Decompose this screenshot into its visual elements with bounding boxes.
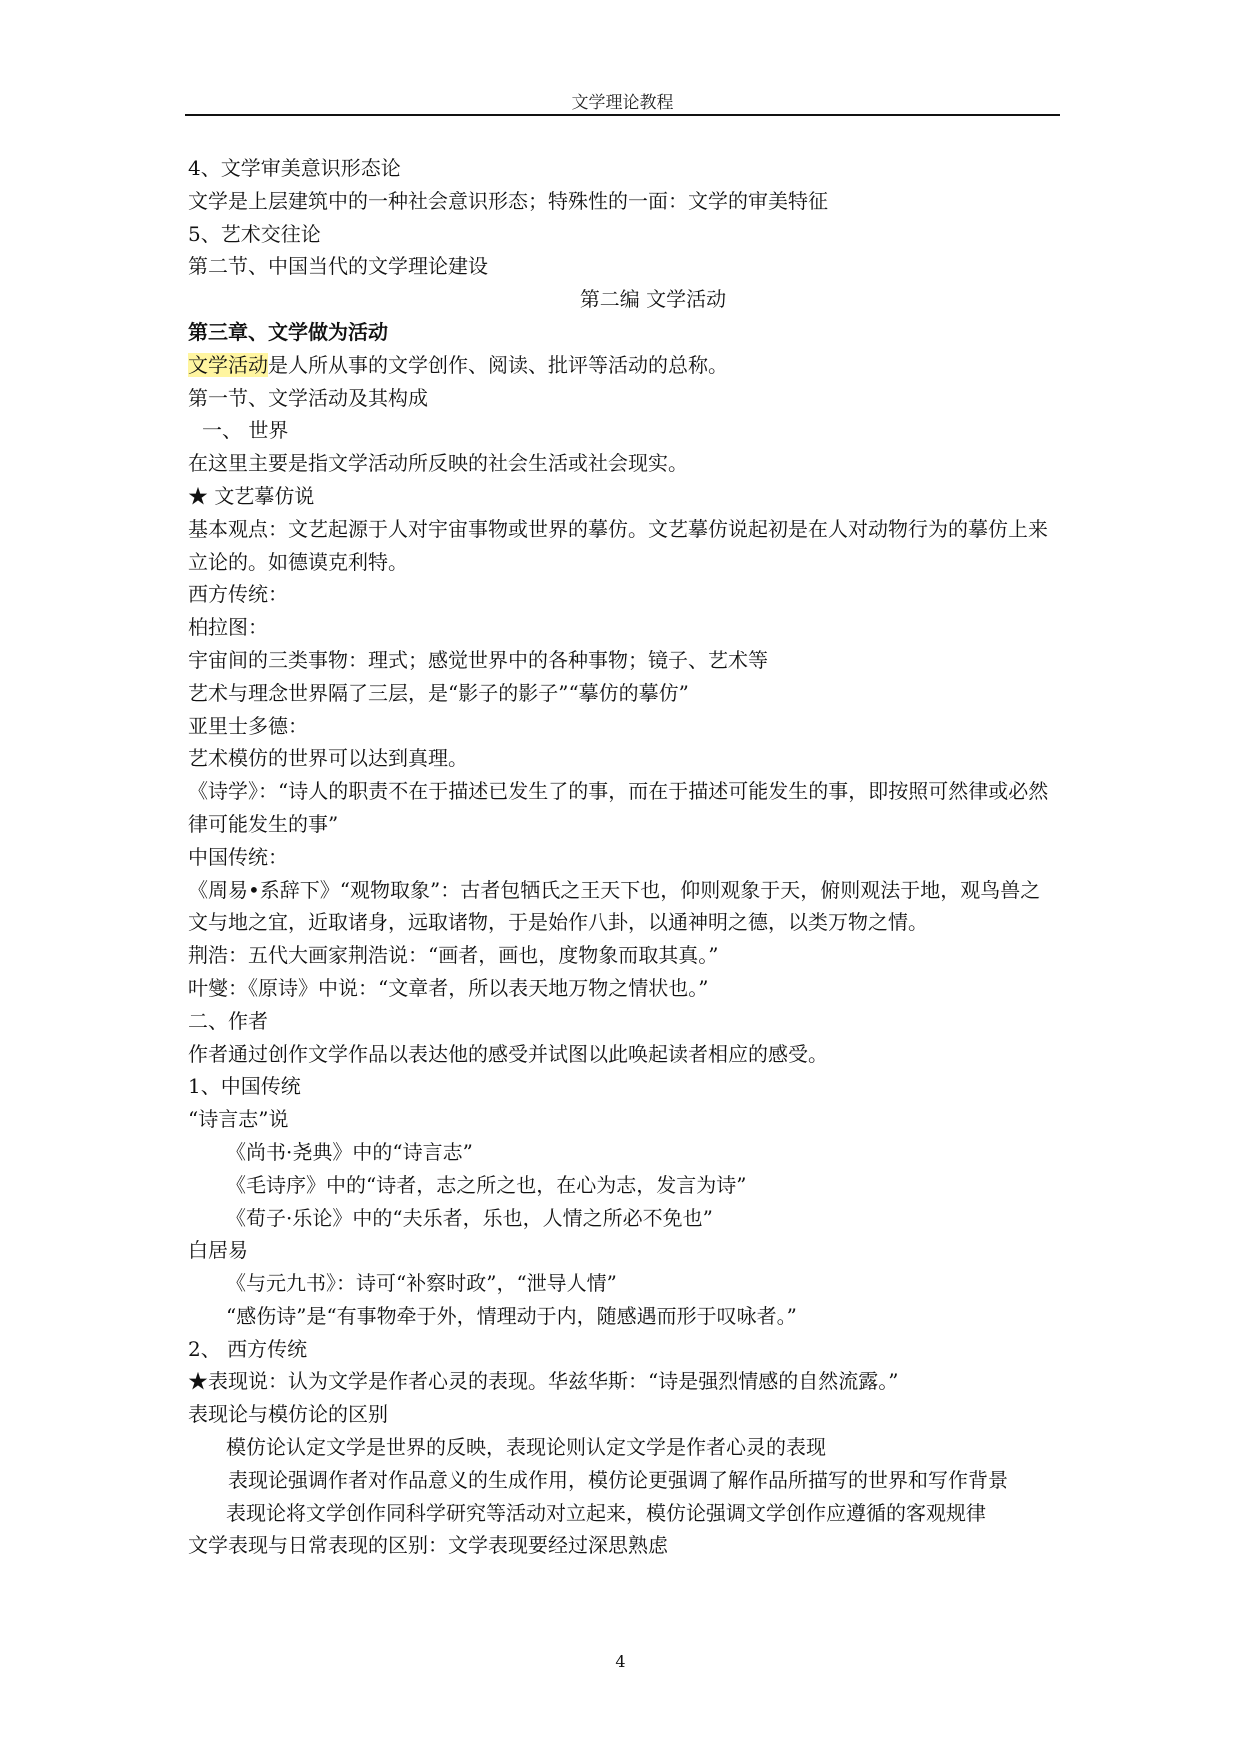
header-rule [185, 114, 1060, 116]
running-header: 文学理论教程 [571, 93, 674, 113]
quote-item: 《与元九书》：诗可“补察时政”，“泄导人情” [226, 1271, 617, 1296]
quote-item: 《尚书·尧典》中的“诗言志” [226, 1139, 473, 1164]
starred-paragraph: ★表现说：认为文学是作者心灵的表现。华兹华斯：“诗是强烈情感的自然流露。” [188, 1369, 899, 1394]
section-heading: 第二节、中国当代的文学理论建设 [188, 254, 488, 279]
paragraph: 亚里士多德： [188, 713, 308, 738]
starred-heading: ★ 文艺摹仿说 [188, 483, 315, 508]
chapter-title: 第三章、文学做为活动 [188, 319, 388, 344]
paragraph: 艺术模仿的世界可以达到真理。 [188, 746, 468, 771]
paragraph: 作者通过创作文学作品以表达他的感受并试图以此唤起读者相应的感受。 [188, 1041, 828, 1066]
paragraph: 柏拉图： [188, 615, 268, 640]
comparison-item: 表现论将文学创作同科学研究等活动对立起来，模仿论强调文学创作应遵循的客观规律 [226, 1500, 986, 1525]
section-heading: 第一节、文学活动及其构成 [188, 385, 428, 410]
part-title: 第二编 文学活动 [579, 287, 727, 312]
paragraph: 荆浩：五代大画家荆浩说：“画者，画也，度物象而取其真。” [188, 943, 719, 968]
paragraph: 表现论与模仿论的区别 [188, 1402, 388, 1427]
subsection-heading: 一、 世界 [202, 418, 289, 443]
paragraph: 在这里主要是指文学活动所反映的社会生活或社会现实。 [188, 451, 688, 476]
paragraph: 宇宙间的三类事物：理式；感觉世界中的各种事物；镜子、艺术等 [188, 647, 768, 672]
paragraph: 叶燮：《原诗》中说：“文章者，所以表天地万物之情状也。” [188, 975, 709, 1000]
paragraph: 基本观点：文艺起源于人对宇宙事物或世界的摹仿。文艺摹仿说起初是在人对动物行为的摹仿上来立论的。如德谟克利特。 [188, 516, 1048, 574]
paragraph: 文学表现与日常表现的区别：文学表现要经过深思熟虑 [188, 1533, 668, 1558]
page-number: 4 [615, 1652, 626, 1671]
paragraph: 西方传统： [188, 582, 288, 607]
highlighted-term: 文学活动 [188, 352, 268, 377]
page-body [188, 152, 1058, 1562]
paragraph: 1、中国传统 [188, 1074, 301, 1099]
paragraph: 《周易•系辞下》“观物取象”：古者包牺氏之王天下也，仰则观象于天，俯则观法于地，观鸟兽之文与地之宜，近取诸身，远取诸物，于是始作八卦，以通神明之德，以类万物之情。 [188, 877, 1041, 935]
paragraph: 《诗学》：“诗人的职责不在于描述已发生了的事，而在于描述可能发生的事，即按照可然律或必然律可能发生的事” [188, 779, 1049, 836]
paragraph: 2、 西方传统 [188, 1336, 308, 1361]
definition-paragraph [188, 349, 1058, 382]
paragraph: 艺术与理念世界隔了三层，是“影子的影子”“摹仿的摹仿” [188, 680, 689, 705]
paragraph: 中国传统： [188, 844, 288, 869]
paragraph: 文学是上层建筑中的一种社会意识形态；特殊性的一面：文学的审美特征 [188, 188, 828, 213]
paragraph: “诗言志”说 [188, 1107, 289, 1132]
subsection-heading: 二、作者 [188, 1008, 268, 1033]
section-heading: 5、艺术交往论 [188, 221, 321, 246]
quote-item: 《毛诗序》中的“诗者，志之所之也，在心为志，发言为诗” [226, 1172, 747, 1197]
quote-item: “感伤诗”是“有事物牵于外，情理动于内，随感遇而形于叹咏者。” [226, 1303, 797, 1328]
definition-text: 是人所从事的文学创作、阅读、批评等活动的总称。 [268, 352, 728, 377]
comparison-item: 表现论强调作者对作品意义的生成作用，模仿论更强调了解作品所描写的世界和写作背景 [228, 1467, 1008, 1492]
section-heading: 4、文学审美意识形态论 [188, 156, 401, 180]
quote-item: 《荀子·乐论》中的“夫乐者，乐也，人情之所必不免也” [226, 1205, 713, 1230]
paragraph: 白居易 [188, 1238, 248, 1263]
comparison-item: 模仿论认定文学是世界的反映，表现论则认定文学是作者心灵的表现 [226, 1435, 826, 1460]
